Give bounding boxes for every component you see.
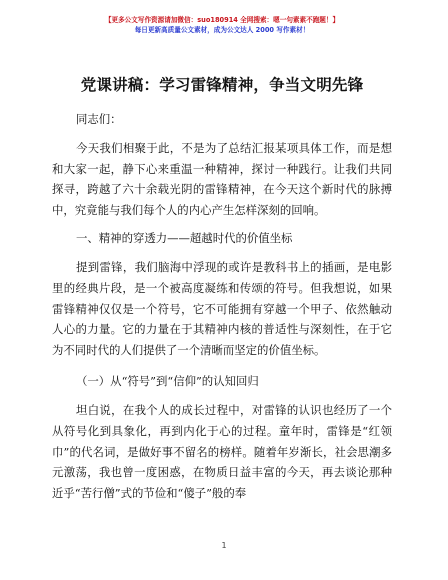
promo-banner-line-2: 每日更新高质量公文素材，成为公文达人 2000 写作素材！: [134, 26, 310, 34]
section-heading-1: 一、精神的穿透力——超越时代的价值坐标: [76, 231, 293, 246]
paragraph-subsection-1: 坦白说，在我个人的成长过程中，对雷锋的认识也经历了一个从符号化到具象化，再到内化于心的过程。童年时，雷锋是“红领巾”的代名词，是做好事不留名的榜样。随着年岁渐长，社会思潮多元激荡，我也曾一度困惑，在物质日益丰富的今天，再去谈论那种近乎“苦行僧”式的节俭和“傻子”般的奉: [52, 403, 392, 500]
promo-banner-line-1: 【更多公文写作资源请加微信：suo180914 全网搜索：嗯一句素素不跑题！】: [104, 16, 340, 24]
paragraph-section-1: 提到雷锋，我们脑海中浮现的或许是教科书上的插画，是电影里的经典片段，是一个被高度凝练和传颂的符号。但我想说，如果雷锋精神仅仅是一个符号，它不可能拥有穿越一个甲子、依然触动人心的力量。它的力量在于其精神内核的普适性与深刻性，在于它为不同时代的人们提供了一个清晰而坚定的价值坐标。: [52, 260, 392, 357]
page-number: 1: [221, 541, 227, 550]
subsection-heading-1: （一）从“符号”到“信仰”的认知回归: [76, 374, 259, 389]
document-title: 党课讲稿：学习雷锋精神，争当文明先锋: [80, 76, 364, 94]
salutation: 同志们：: [76, 112, 122, 126]
paragraph-intro: 今天我们相聚于此，不是为了总结汇报某项具体工作，而是想和大家一起，静下心来重温一种精神，探讨一种践行。让我们共同探寻，跨越了六十余载光阴的雷锋精神，在今天这个新时代的脉搏中，究竟能与我们每个人的内心产生怎样深刻的回响。: [52, 141, 392, 217]
